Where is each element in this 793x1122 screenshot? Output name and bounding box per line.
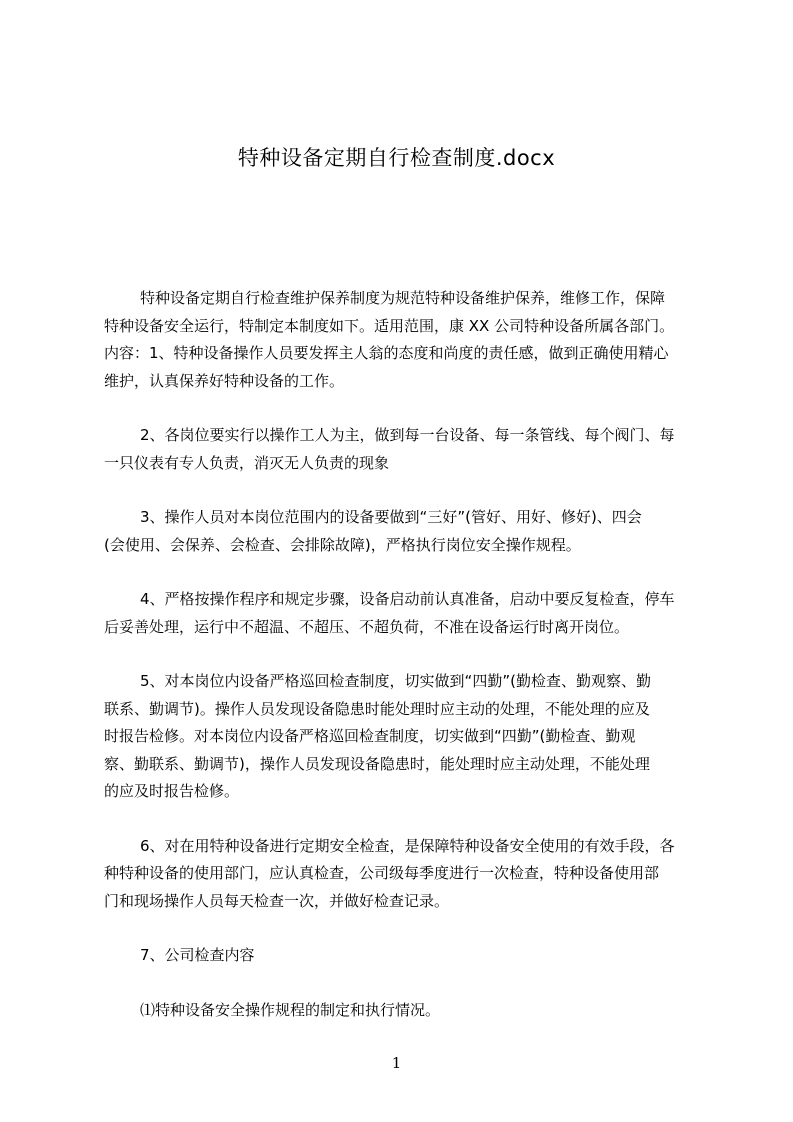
text-line: 察、勤联系、勤调节)，操作人员发现设备隐患时，能处理时应主动处理，不能处理 <box>104 754 650 773</box>
paragraph-2 <box>104 422 712 477</box>
paragraph-5 <box>104 668 712 806</box>
text-line: 门和现场操作人员每天检查一次，并做好检查记录。 <box>104 891 450 910</box>
text-line: 联系、勤调节)。操作人员发现设备隐患时能处理时应主动的处理，不能处理的应及 <box>104 699 650 718</box>
paragraph-1 <box>104 285 712 395</box>
text-line: 7、公司检查内容 <box>140 946 255 964</box>
paragraph-3 <box>104 504 712 559</box>
text-line: 2、各岗位要实行以操作工人为主，做到每一台设备、每一条管线、每个阀门、每 <box>140 426 675 444</box>
text-line: 6、对在用特种设备进行定期安全检查，是保障特种设备安全使用的有效手段，各 <box>140 836 675 855</box>
document-body <box>104 285 712 1024</box>
document-title: 特种设备定期自行检查制度.docx <box>237 146 556 170</box>
text-line: 5、对本岗位内设备严格巡回检查制度，切实做到“四勤”(勤检查、勤观察、勤 <box>140 672 651 690</box>
paragraph-8 <box>104 997 712 1025</box>
text-line: 的应及时报告检修。 <box>104 782 240 800</box>
paragraph-4 <box>104 586 712 641</box>
text-line: 4、严格按操作程序和规定步骤，设备启动前认真准备，启动中要反复检查，停车 <box>140 590 675 608</box>
text-line: 内容：1、特种设备操作人员要发挥主人翁的态度和尚度的责任感，做到正确使用精心 <box>104 344 669 362</box>
page-number: 1 <box>391 1054 402 1072</box>
text-line: 维护，认真保养好特种设备的工作。 <box>104 371 345 390</box>
text-line: 特种设备安全运行，特制定本制度如下。适用范围，康 XX 公司特种设备所属各部门。 <box>104 316 675 335</box>
text-line: 3、操作人员对本岗位范围内的设备要做到“三好”(管好、用好、修好)、四会 <box>140 508 642 526</box>
text-line: 种特种设备的使用部门，应认真检查，公司级每季度进行一次检查，特种设备使用部 <box>104 864 660 882</box>
text-line: 时报告检修。对本岗位内设备严格巡回检查制度，切实做到“四勤”(勤检查、勤观 <box>104 727 636 745</box>
text-line: 特种设备定期自行检查维护保养制度为规范特种设备维护保养，维修工作，保障 <box>140 289 666 307</box>
paragraph-6 <box>104 833 712 916</box>
text-line: 一只仪表有专人负责，消灭无人负责的现象 <box>104 453 390 472</box>
paragraph-7 <box>104 942 712 970</box>
text-line: 后妥善处理，运行中不超温、不超压、不超负荷，不准在设备运行时离开岗位。 <box>104 617 630 636</box>
text-line: ⑴特种设备安全操作规程的制定和执行情况。 <box>140 1000 441 1019</box>
text-line: (会使用、会保养、会检查、会排除故障)，严格执行岗位安全操作规程。 <box>104 535 581 554</box>
